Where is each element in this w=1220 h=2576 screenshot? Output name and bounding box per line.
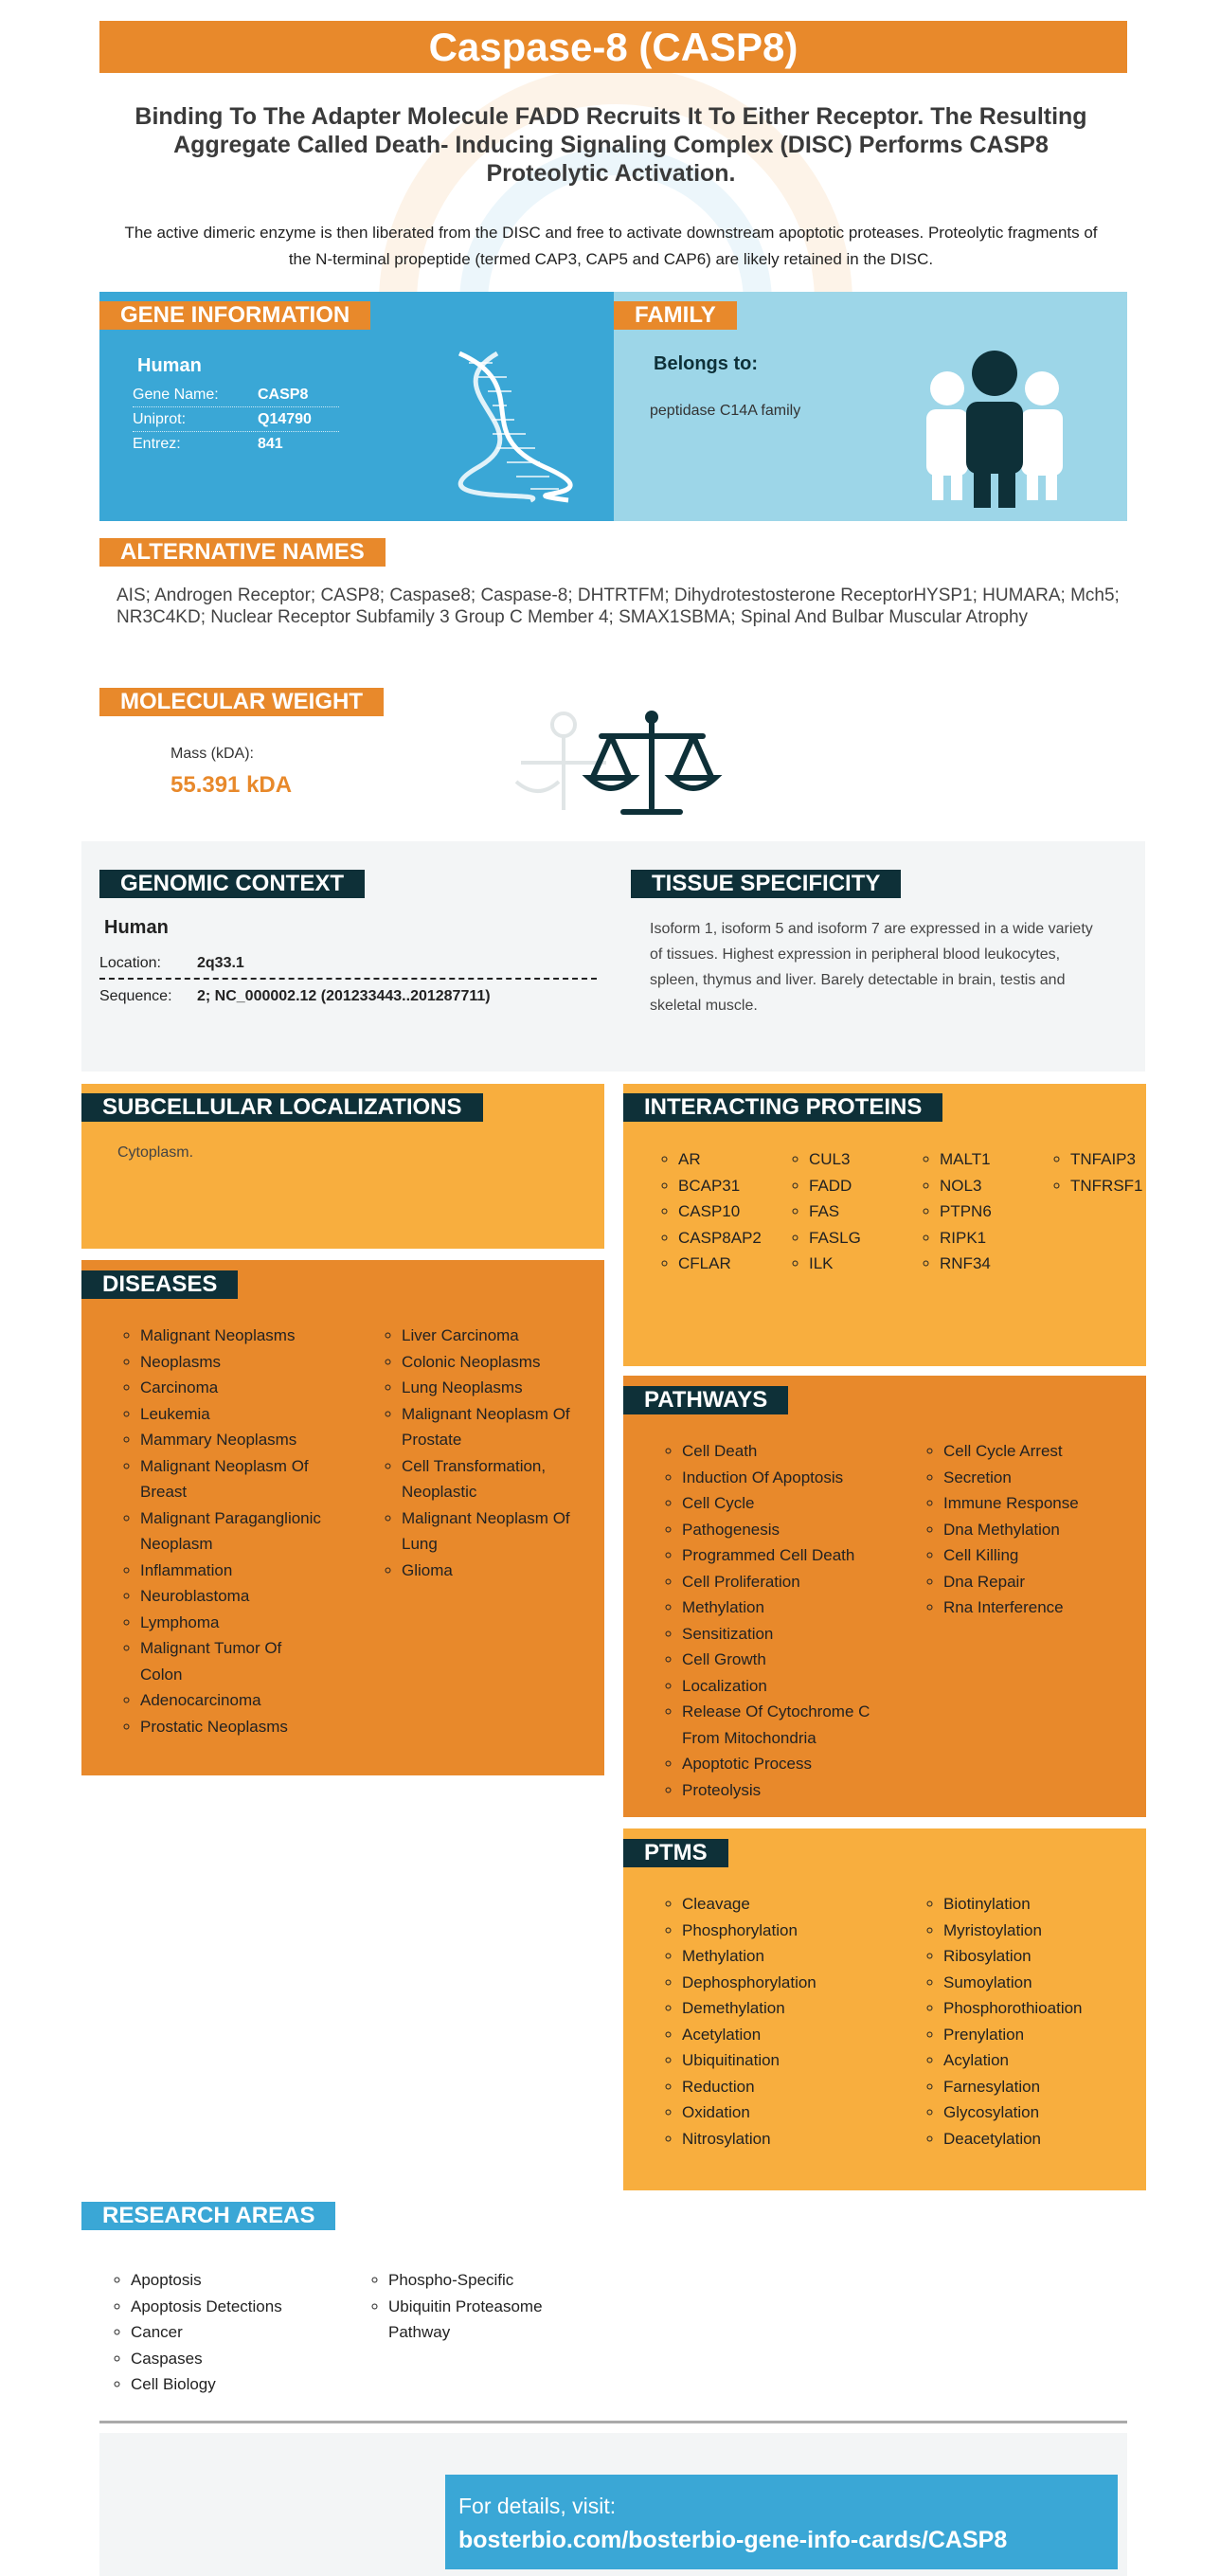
list-item: ◦ Immune Response [943,1490,1138,1517]
list-item: ◦ Inflammation [140,1558,325,1584]
genomic-species: Human [104,917,169,938]
list-item: ◦ Nitrosylation [682,2126,876,2153]
list-item: ◦ Cell Cycle Arrest [943,1438,1138,1465]
list-item: ◦ Malignant Neoplasms [140,1323,325,1349]
list-item: ◦ TNFRSF1 [1070,1173,1143,1199]
list-item: ◦ Apoptosis [131,2267,315,2294]
list-item: ◦ NOL3 [940,1173,992,1199]
diseases-list-col-1 [121,1323,325,1739]
list-item: ◦ Malignant Neoplasm Of Breast [140,1453,325,1505]
list-item: ◦ Leukemia [140,1401,325,1428]
list-item: ◦ Dna Methylation [943,1517,1138,1543]
family-belongs-label: Belongs to: [654,353,758,374]
list-item: ◦ Ubiquitin Proteasome Pathway [388,2294,559,2346]
list-item: ◦ Adenocarcinoma [140,1687,325,1714]
gene-species: Human [137,355,202,376]
list-item: ◦ Biotinylation [943,1891,1138,1918]
gene-info-key: Uniprot: [133,411,187,427]
list-item: ◦ Pathogenesis [682,1517,876,1543]
list-item: ◦ Rna Interference [943,1594,1138,1621]
list-item: ◦ Malignant Paraganglionic Neoplasm [140,1505,325,1558]
list-item: ◦ Myristoylation [943,1918,1138,1944]
gene-info-row [133,432,339,457]
list-item: ◦ Phospho-Specific [388,2267,559,2294]
list-item: ◦ Secretion [943,1465,1138,1491]
list-item: ◦ Dna Repair [943,1569,1138,1595]
tissue-specificity-heading: TISSUE SPECIFICITY [631,870,901,898]
footer-link[interactable]: bosterbio.com/bosterbio-gene-info-cards/CASP8 [458,2527,1008,2553]
list-item: ◦ Cell Growth [682,1647,876,1673]
list-item: ◦ AR [678,1146,762,1173]
list-item: ◦ Glioma [402,1558,596,1584]
list-item: ◦ Proteolysis [682,1777,876,1804]
diseases-heading: DISEASES [81,1270,238,1299]
list-item: ◦ Reduction [682,2074,876,2100]
list-item: ◦ Malignant Neoplasm Of Prostate [402,1401,596,1453]
list-item: ◦ ILK [809,1251,861,1277]
list-item: ◦ Farnesylation [943,2074,1138,2100]
list-item: ◦ CUL3 [809,1146,861,1173]
list-item: ◦ CASP8AP2 [678,1225,762,1252]
mass-value: 55.391 kDA [170,772,293,798]
interacting-proteins-panel [623,1084,1146,1366]
list-item: ◦ FADD [809,1173,861,1199]
list-item: ◦ Ribosylation [943,1943,1138,1970]
genomic-location-row [99,949,597,980]
list-item: ◦ Oxidation [682,2099,876,2126]
page-subtitle: Binding To The Adapter Molecule FADD Recruits It To Either Receptor. The Resulting Aggregate Called Death- Inducing Signaling Complex (DISC) Performs CASP8 Proteolytic Activation. [135,103,1087,187]
list-item: ◦ Prostatic Neoplasms [140,1714,325,1740]
list-item: ◦ Induction Of Apoptosis [682,1465,876,1491]
list-item: ◦ RNF34 [940,1251,992,1277]
list-item: ◦ Cell Death [682,1438,876,1465]
pathways-heading: PATHWAYS [623,1386,788,1414]
list-item: ◦ RIPK1 [940,1225,992,1252]
list-item: ◦ Glycosylation [943,2099,1138,2126]
list-item: ◦ Ubiquitination [682,2047,876,2074]
family-heading: FAMILY [614,301,737,330]
proteins-list-col-2 [790,1146,861,1277]
gene-info-row [133,383,339,407]
list-item: ◦ TNFAIP3 [1070,1146,1143,1173]
list-item: ◦ Methylation [682,1594,876,1621]
gene-info-row [133,407,339,432]
ptms-heading: PTMS [623,1839,728,1867]
list-item: ◦ Liver Carcinoma [402,1323,596,1349]
gene-info-key: Entrez: [133,436,181,452]
gene-info-key: Gene Name: [133,387,219,403]
mass-label: Mass (kDA): [170,746,254,762]
list-item: ◦ Methylation [682,1943,876,1970]
list-item: ◦ Apoptotic Process [682,1751,876,1777]
family-value: peptidase C14A family [650,403,801,419]
list-item: ◦ Neoplasms [140,1349,325,1376]
location-label: Location: [99,955,161,971]
list-item: ◦ Localization [682,1673,876,1700]
lead-paragraph: The active dimeric enzyme is then liberated from the DISC and free to activate downstream apoptotic proteases. Proteolytic fragments of the N-terminal propeptide (termed CAP3, CAP5 and CAP6) are likely retained in the DISC. [124,224,1098,268]
list-item: ◦ Acylation [943,2047,1138,2074]
proteins-list-col-3 [921,1146,992,1277]
proteins-list-col-4 [1051,1146,1143,1198]
list-item: ◦ CFLAR [678,1251,762,1277]
subcellular-text: Cytoplasm. [117,1144,194,1161]
alternative-names-text: AIS; Androgen Receptor; CASP8; Caspase8; Caspase-8; DHTRTFM; Dihydrotestosterone ReceptorHYSP1; HUMARA; Mch5; NR3C4KD; Nuclear Receptor Subfamily 3 Group C Member 4; SMAX1SBMA; Spinal And Bulbar Muscular Atrophy [117,585,1120,627]
interacting-proteins-heading: INTERACTING PROTEINS [623,1093,942,1122]
list-item: ◦ Malignant Neoplasm Of Lung [402,1505,596,1558]
list-item: ◦ Neuroblastoma [140,1583,325,1610]
list-item: ◦ Apoptosis Detections [131,2294,315,2320]
list-item: ◦ BCAP31 [678,1173,762,1199]
pathways-list-col-2 [924,1438,1138,1621]
family-people-icon [919,349,1070,512]
footer-details-box[interactable] [445,2475,1118,2569]
list-item: ◦ PTPN6 [940,1198,992,1225]
list-item: ◦ CASP10 [678,1198,762,1225]
list-item: ◦ Colonic Neoplasms [402,1349,596,1376]
list-item: ◦ Dephosphorylation [682,1970,876,1996]
list-item: ◦ Sensitization [682,1621,876,1648]
genomic-context-heading: GENOMIC CONTEXT [99,870,365,898]
list-item: ◦ Cell Proliferation [682,1569,876,1595]
pathways-list-col-1 [663,1438,876,1803]
list-item: ◦ Cleavage [682,1891,876,1918]
list-item: ◦ FASLG [809,1225,861,1252]
balance-scale-icon [511,696,739,829]
gene-info-value: Q14790 [258,411,312,427]
gene-info-value: 841 [258,436,283,452]
gene-information-heading: GENE INFORMATION [99,301,370,330]
sequence-label: Sequence: [99,988,172,1004]
list-item: ◦ Malignant Tumor Of Colon [140,1635,325,1687]
tissue-specificity-text: Isoform 1, isoform 5 and isoform 7 are expressed in a wide variety of tissues. Highest expression in peripheral blood leukocytes, spleen, thymus and liver. Barely detectable in brain, testis and skeletal muscle. [650,921,1093,1014]
list-item: ◦ Mammary Neoplasms [140,1427,325,1453]
ptms-list-col-1 [663,1891,876,2152]
research-areas-heading: RESEARCH AREAS [81,2202,335,2230]
list-item: ◦ MALT1 [940,1146,992,1173]
molecular-weight-heading: MOLECULAR WEIGHT [99,688,384,716]
list-item: ◦ Programmed Cell Death [682,1542,876,1569]
gene-info-table [133,383,339,457]
list-item: ◦ Phosphorylation [682,1918,876,1944]
list-item: ◦ Phosphorothioation [943,1995,1138,2022]
list-item: ◦ Cell Biology [131,2371,315,2398]
list-item: ◦ Acetylation [682,2022,876,2048]
list-item: ◦ Prenylation [943,2022,1138,2048]
subcellular-heading: SUBCELLULAR LOCALIZATIONS [81,1093,483,1122]
list-item: ◦ Carcinoma [140,1375,325,1401]
list-item: ◦ Demethylation [682,1995,876,2022]
list-item: ◦ Cancer [131,2319,315,2346]
list-item: ◦ Cell Transformation, Neoplastic [402,1453,596,1505]
proteins-list-col-1 [659,1146,762,1277]
research-areas-list-col-2 [369,2267,559,2346]
genomic-sequence-row [99,982,597,1012]
location-value: 2q33.1 [197,955,244,971]
list-item: ◦ Sumoylation [943,1970,1138,1996]
sequence-value: 2; NC_000002.12 (201233443..201287711) [197,988,491,1004]
research-areas-list-col-1 [112,2267,315,2398]
list-item: ◦ Lymphoma [140,1610,325,1636]
list-item: ◦ Caspases [131,2346,315,2372]
page-title: Caspase-8 (CASP8) [99,21,1127,73]
alternative-names-heading: ALTERNATIVE NAMES [99,538,386,567]
list-item: ◦ Release Of Cytochrome C From Mitochondria [682,1699,876,1751]
list-item: ◦ Cell Cycle [682,1490,876,1517]
footer-visit-label: For details, visit: [458,2494,617,2518]
footer-divider [99,2421,1127,2423]
gene-info-value: CASP8 [258,387,309,403]
diseases-list-col-2 [383,1323,596,1583]
ptms-list-col-2 [924,1891,1138,2152]
list-item: ◦ Deacetylation [943,2126,1138,2153]
list-item: ◦ FAS [809,1198,861,1225]
list-item: ◦ Lung Neoplasms [402,1375,596,1401]
list-item: ◦ Cell Killing [943,1542,1138,1569]
dna-helix-icon [440,349,578,505]
